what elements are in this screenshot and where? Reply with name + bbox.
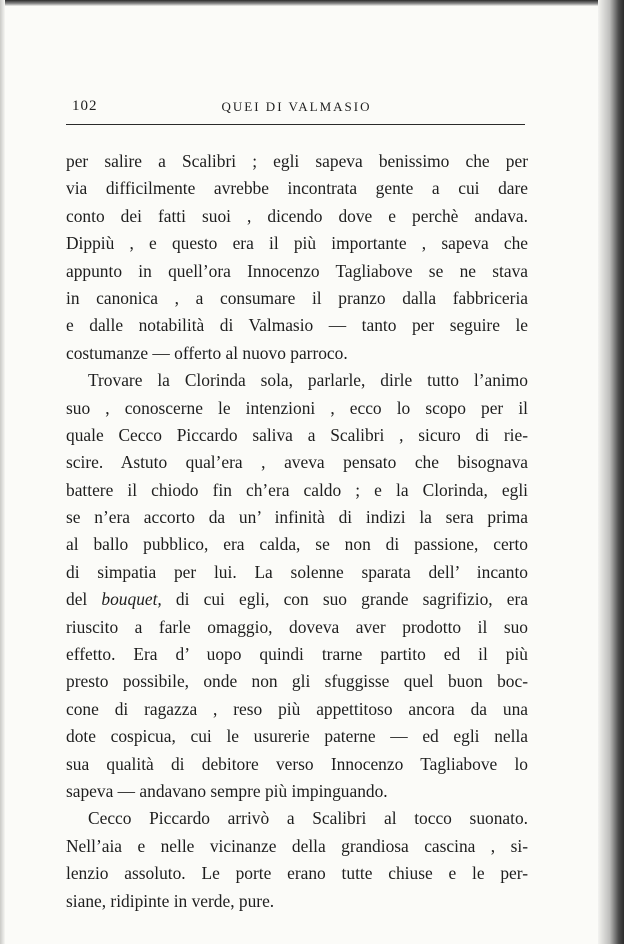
header-rule: [66, 124, 525, 125]
text-line: di simpatia per lui. La solenne sparata dell’ incanto: [66, 561, 528, 582]
text-line: battere il chiodo fin ch’era caldo ; e la Clorinda, egli: [66, 479, 528, 500]
page-top-edge: [0, 0, 624, 6]
text-line: scire. Astuto qual’era , aveva pensato che bisognava: [66, 452, 528, 473]
text-line: lenzio assoluto. Le porte erano tutte chiuse e le per-: [66, 863, 528, 884]
text-line: sapeva — andavano sempre più impinguando.: [66, 780, 388, 801]
text-line: dote cospicua, cui le usurerie paterne — ed egli nella: [66, 726, 528, 747]
text-line: sua qualità di debitore verso Innocenzo Tagliabove lo: [66, 753, 528, 774]
running-head: [68, 98, 525, 118]
text-line: se n’era accorto da un’ infinità di indizi la sera prima: [66, 507, 528, 528]
text-line: presto possibile, onde non gli sfuggisse quel buon boc-: [66, 671, 528, 692]
text-line: suo , conoscerne le intenzioni , ecco lo scopo per il: [66, 397, 528, 418]
running-title: QUEI DI VALMASIO: [221, 99, 372, 114]
text-line: Nell’aia e nelle vicinanze della grandiosa cascina , si-: [66, 835, 528, 856]
text-line: appunto in quell’ora Innocenzo Tagliabove se ne stava: [66, 260, 528, 281]
text-line: per salire a Scalibri ; egli sapeva benissimo che per: [66, 151, 528, 171]
text-line: e dalle notabilità di Valmasio — tanto per seguire le: [66, 315, 528, 336]
text-line: quale Cecco Piccardo saliva a Scalibri , sicuro di rie-: [66, 424, 528, 445]
text-line: via difficilmente avrebbe incontrata gente a cui dare: [66, 178, 528, 199]
text-line-with-italic: [66, 586, 528, 613]
text-line: riuscito a farle omaggio, doveva aver prodotto il suo: [66, 616, 528, 637]
page-gutter-shadow: [598, 0, 624, 944]
text-line: al ballo pubblico, era calda, se non di passione, certo: [66, 534, 528, 555]
body-text: [66, 148, 528, 915]
text-line: siane, ridipinte in verde, pure.: [66, 890, 275, 911]
text-line: Dippiù , e questo era il più importante , sapeva che: [66, 233, 528, 254]
text-line: in canonica , a consumare il pranzo dalla fabbriceria: [66, 287, 528, 308]
text-line: conto dei fatti suoi , dicendo dove e perchè andava.: [66, 205, 528, 226]
text-line: effetto. Era d’ uopo quindi trarne partito ed il più: [66, 644, 528, 665]
italic-word: bouquet,: [101, 589, 162, 610]
text-line: cone di ragazza , reso più appettitoso ancora da una: [66, 698, 528, 719]
page-left-edge: [0, 0, 5, 944]
page-number: 102: [72, 98, 98, 114]
paragraph-first-line: Trovare la Clorinda sola, parlarle, dirle tutto l’animo: [88, 370, 528, 391]
text-line: costumanze — offerto al nuovo parroco.: [66, 342, 348, 363]
text-segment: del: [66, 589, 102, 610]
text-segment: di cui egli, con suo grande sagrifizio, era: [161, 589, 528, 610]
paragraph-first-line: Cecco Piccardo arrivò a Scalibri al tocco suonato.: [88, 808, 528, 829]
